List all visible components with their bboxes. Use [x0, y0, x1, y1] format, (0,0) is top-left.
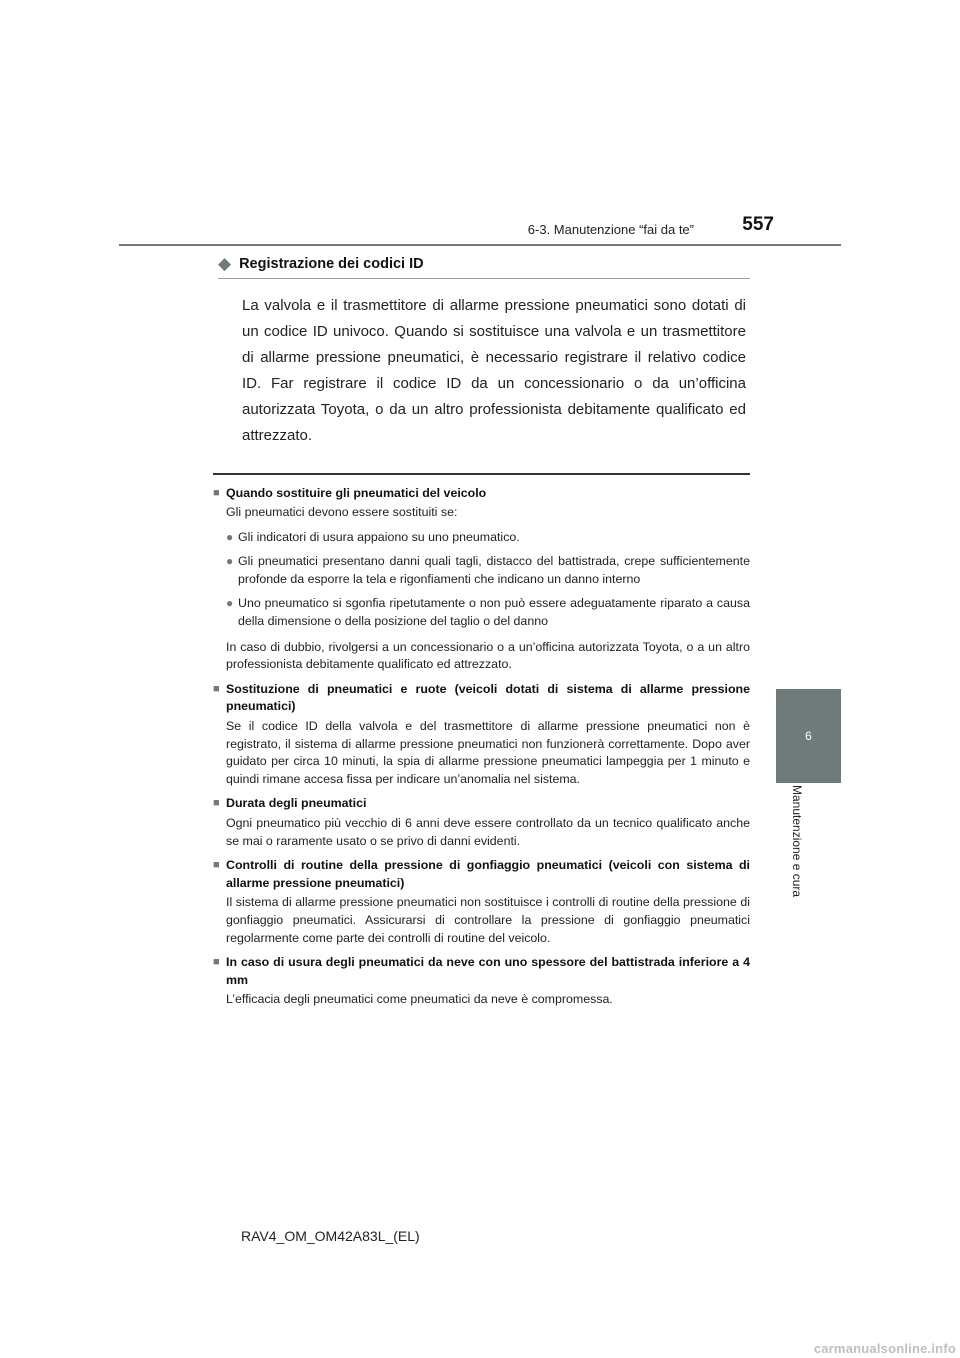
registration-heading: [218, 255, 750, 279]
note-heading: Quando sostituire gli pneumatici del veicolo: [226, 485, 487, 500]
note-heading: Durata degli pneumatici: [226, 796, 367, 811]
note-body: Ogni pneumatico più vecchio di 6 anni deve essere controllato da un tecnico qualificato anche se mai o raramente usato o se privo di danni evidenti.: [226, 816, 750, 848]
note-item: [213, 954, 750, 1009]
chapter-tab: [776, 689, 841, 783]
list-item-text: Gli pneumatici presentano danni quali tagli, distacco del battistrada, crepe sufficientemente profonde da esporre la tela e rigonfiamenti che indicano un danno interno: [238, 554, 750, 586]
page-header: [0, 0, 960, 250]
square-bullet-icon: ■: [213, 797, 220, 810]
list-item: [226, 529, 750, 547]
header-rule: [119, 244, 841, 246]
circle-bullet-icon: ●: [226, 596, 234, 611]
note-body: Il sistema di allarme pressione pneumatici non sostituisce i controlli di routine della pressione di gonfiaggio pneumatici. Assicurarsi di controllare la pressione di gonfiaggio pneumatici regolarmente come parte dei controlli di routine del veicolo.: [226, 895, 750, 945]
circle-bullet-icon: ●: [226, 554, 234, 569]
list-item: [226, 553, 750, 588]
note-body: Se il codice ID della valvola e del trasmettitore di allarme pressione pneumatici non è registrato, il sistema di allarme pressione pneumatici non funzionerà correttamente. Dopo aver guidato per circa 10 minuti, la spia di allarme pressione pneumatici lampeggia per 1 minuto e quindi rimane accesa fissa per indicare un’anomalia nel sistema.: [226, 719, 750, 786]
note-item: [213, 485, 750, 674]
diamond-icon: ◆: [218, 254, 232, 273]
page-number: 557: [742, 214, 774, 235]
section-title: 6-3. Manutenzione “fai da te”: [527, 222, 694, 237]
note-body: L’efficacia degli pneumatici come pneumatici da neve è compromessa.: [226, 992, 613, 1007]
document-code: RAV4_OM_OM42A83L_(EL): [241, 1228, 420, 1244]
notes-list: [213, 485, 750, 1009]
page-content: [213, 255, 750, 1016]
chapter-number: 6: [805, 729, 812, 743]
note-body: Gli pneumatici devono essere sostituiti se:: [226, 505, 458, 520]
note-after-text: In caso di dubbio, rivolgersi a un concessionario o a un’officina autorizzata Toyota, o a un altro professionista debitamente qualificato ed attrezzato.: [226, 639, 750, 672]
square-bullet-icon: ■: [213, 859, 220, 872]
note-item: [213, 857, 750, 947]
list-item: [226, 595, 750, 630]
note-item: [213, 795, 750, 850]
note-item: [213, 681, 750, 789]
registration-title: Registrazione dei codici ID: [239, 255, 424, 272]
section-divider: [213, 473, 750, 475]
list-item-text: Gli indicatori di usura appaiono su uno pneumatico.: [238, 529, 520, 544]
square-bullet-icon: ■: [213, 682, 220, 695]
list-item-text: Uno pneumatico si sgonfia ripetutamente o non può essere adeguatamente riparato a causa della dimensione o della posizione del taglio o del danno: [238, 596, 750, 629]
registration-text: La valvola e il trasmettitore di allarme pressione pneumatici sono dotati di un codice ID univoco. Quando si sostituisce una valvola e un trasmettitore di allarme pressione pneumatici, è necessario registrare il relativo codice ID. Far registrare il codice ID da un concessionario o da un’officina autorizzata Toyota, o da un altro professionista debitamente qualificato ed attrezzato.: [242, 297, 746, 444]
square-bullet-icon: ■: [213, 956, 220, 969]
note-heading: Sostituzione di pneumatici e ruote (veicoli dotati di sistema di allarme pressione pneumatici): [226, 681, 750, 714]
watermark: carmanualsonline.info: [813, 1341, 956, 1356]
square-bullet-icon: ■: [213, 486, 220, 499]
note-heading: Controlli di routine della pressione di gonfiaggio pneumatici (veicoli con sistema di allarme pressione pneumatici): [226, 858, 750, 890]
note-heading: In caso di usura degli pneumatici da neve con uno spessore del battistrada inferiore a 4 mm: [226, 955, 750, 987]
chapter-label: Manutenzione e cura: [790, 785, 804, 898]
circle-bullet-icon: ●: [226, 529, 234, 544]
